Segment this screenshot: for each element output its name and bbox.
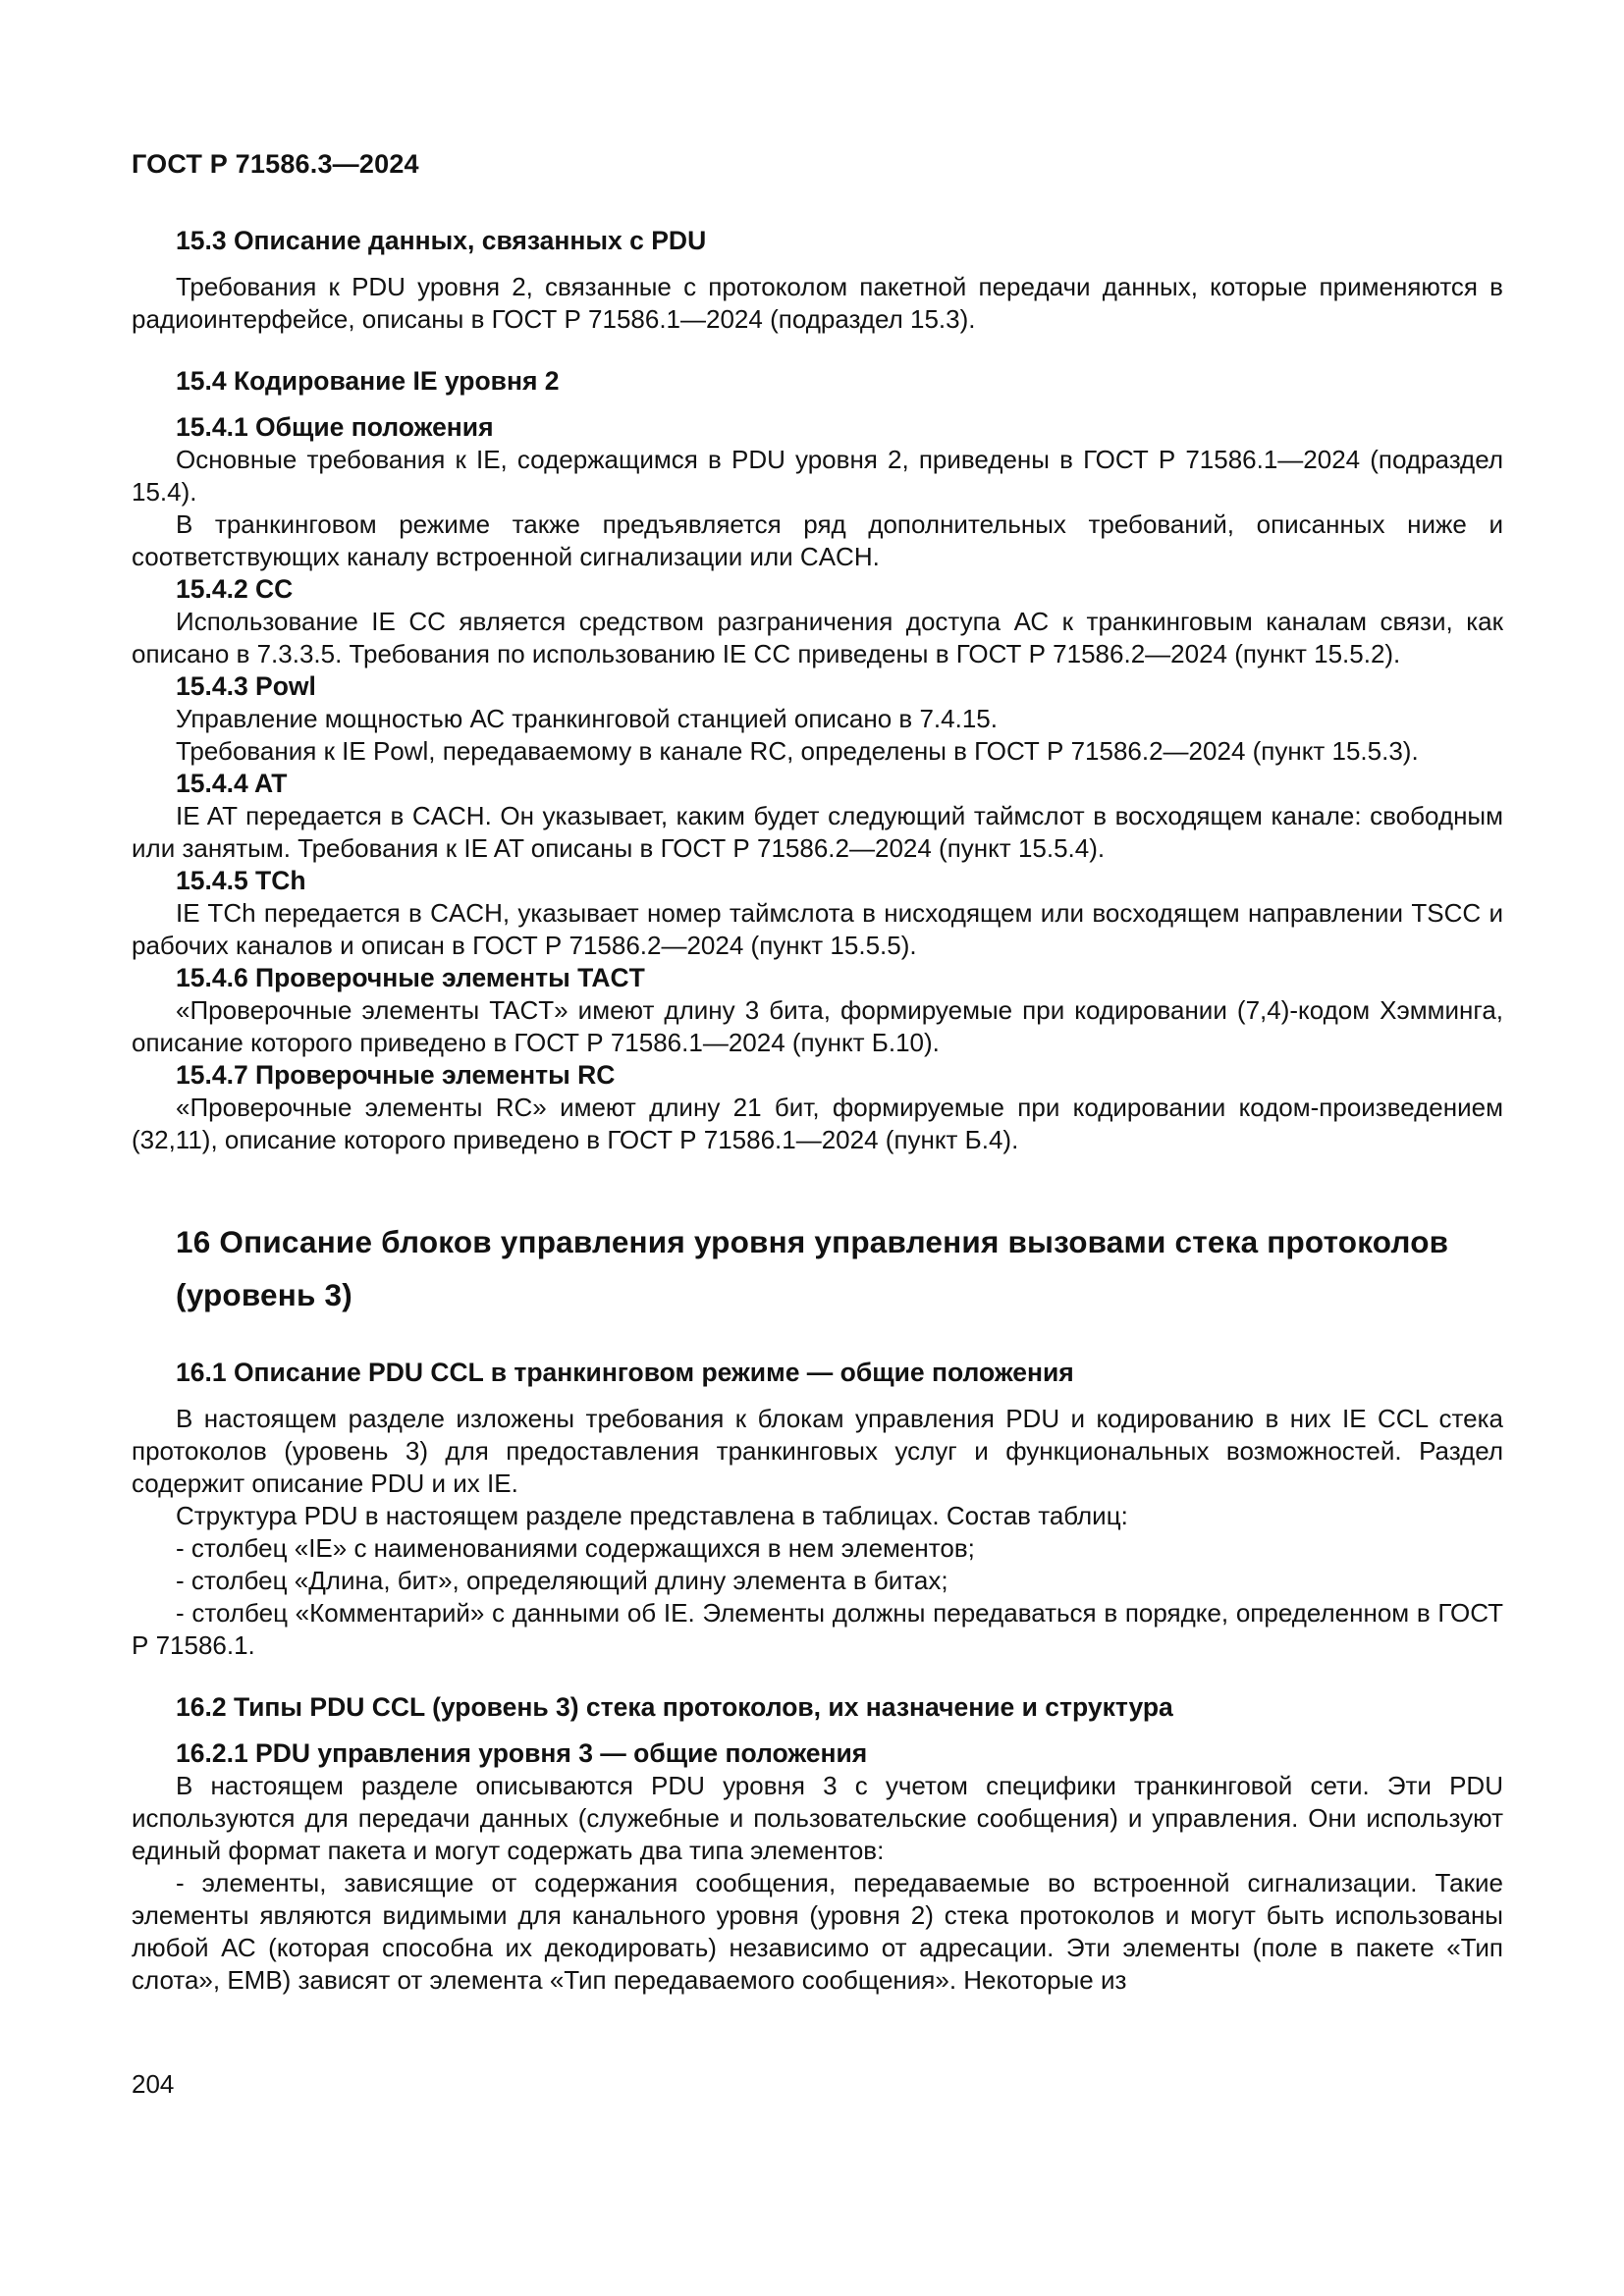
paragraph-15-4-3-1: Управление мощностью АС транкинговой станцией описано в 7.4.15. [176,704,998,733]
paragraph-15-4-1-1: Основные требования к IE, содержащимся в PDU уровня 2, приведены в ГОСТ Р 71586.1—2024 (подраздел 15.4). [132,445,1503,507]
paragraph-15-4-2-1: Использование IE CC является средством разграничения доступа АС к транкинговым каналам связи, как описано в 7.3.3.5. Требования по использованию IE CC приведены в ГОСТ Р 71586.2—2024 (пункт 15.5.2). [132,607,1503,668]
list-item-column-comment: - столбец «Комментарий» с данными об IE. Элементы должны передаваться в порядке, определенном в ГОСТ Р 71586.1. [132,1598,1503,1660]
heading-16-1: 16.1 Описание PDU CCL в транкинговом режиме — общие положения [176,1358,1074,1387]
paragraph-15-3-1: Требования к PDU уровня 2, связанные с протоколом пакетной передачи данных, которые применяются в радиоинтерфейсе, описаны в ГОСТ Р 71586.1—2024 (подраздел 15.3). [132,272,1503,334]
document-code: ГОСТ Р 71586.3—2024 [132,149,419,179]
paragraph-15-4-3-2: Требования к IE Powl, передаваемому в канале RC, определены в ГОСТ Р 71586.2—2024 (пункт 15.5.3). [176,736,1419,766]
heading-15-4-6: 15.4.6 Проверочные элементы TACT [176,963,645,992]
heading-16-2-1: 16.2.1 PDU управления уровня 3 — общие положения [176,1738,868,1768]
paragraph-16-1-2: Структура PDU в настоящем разделе представлена в таблицах. Состав таблиц: [176,1501,1128,1530]
paragraph-16-2-1-1: В настоящем разделе описываются PDU уровня 3 с учетом специфики транкинговой сети. Эти PDU используются для передачи данных (служебные и пользовательские сообщения) и управления. Они используют единый формат пакета и могут содержать два типа элементов: [132,1771,1503,1865]
list-item-embedded-elements: - элементы, зависящие от содержания сообщения, передаваемые во встроенной сигнализации. Такие элементы являются видимыми для канального уровня (уровня 2) стека протоколов и могут быть использованы любой АС (которая способна их декодировать) независимо от адресации. Эти элементы (поле в пакете «Тип слота», EMB) зависят от элемента «Тип передаваемого сообщения». Некоторые из [132,1868,1503,1995]
heading-15-4-4: 15.4.4 AT [176,769,288,798]
heading-15-4: 15.4 Кодирование IE уровня 2 [176,366,560,396]
document-body [132,192,1503,1997]
list-item-column-length: - столбец «Длина, бит», определяющий длину элемента в битах; [176,1566,948,1595]
heading-15-4-2: 15.4.2 CC [176,574,294,604]
heading-15-4-1: 15.4.1 Общие положения [176,412,494,442]
paragraph-15-4-1-2: В транкинговом режиме также предъявляется ряд дополнительных требований, описанных ниже и соответствующих каналу встроенной сигнализации или CACH. [132,509,1503,571]
heading-15-4-5: 15.4.5 TCh [176,866,306,895]
paragraph-16-1-1: В настоящем разделе изложены требования к блокам управления PDU и кодированию в них IE CCL стека протоколов (уровень 3) для предоставления транкинговых услуг и функциональных возможностей. Раздел содержит описание PDU и их IE. [132,1404,1503,1498]
heading-16: 16 Описание блоков управления уровня управления вызовами стека протоколов (уровень 3) [176,1224,1449,1312]
paragraph-15-4-7-1: «Проверочные элементы RC» имеют длину 21 бит, формируемые при кодировании кодом-произведением (32,11), описание которого приведено в ГОСТ Р 71586.1—2024 (пункт Б.4). [132,1093,1503,1154]
heading-15-4-7: 15.4.7 Проверочные элементы RC [176,1060,616,1090]
heading-16-2: 16.2 Типы PDU CCL (уровень 3) стека протоколов, их назначение и структура [176,1692,1173,1722]
paragraph-15-4-5-1: IE TCh передается в CACH, указывает номер таймслота в нисходящем или восходящем направлении TSCC и рабочих каналов и описан в ГОСТ Р 71586.2—2024 (пункт 15.5.5). [132,898,1503,960]
paragraph-15-4-4-1: IE AT передается в CACH. Он указывает, каким будет следующий таймслот в восходящем канале: свободным или занятым. Требования к IE AT описаны в ГОСТ Р 71586.2—2024 (пункт 15.5.4). [132,801,1503,863]
heading-15-4-3: 15.4.3 Powl [176,671,316,701]
heading-15-3: 15.3 Описание данных, связанных с PDU [176,226,707,255]
paragraph-15-4-6-1: «Проверочные элементы TACT» имеют длину 3 бита, формируемые при кодировании (7,4)-кодом Хэмминга, описание которого приведено в ГОСТ Р 71586.1—2024 (пункт Б.10). [132,995,1503,1057]
page-number: 204 [132,2069,175,2099]
list-item-column-ie: - столбец «IE» с наименованиями содержащихся в нем элементов; [176,1533,975,1563]
